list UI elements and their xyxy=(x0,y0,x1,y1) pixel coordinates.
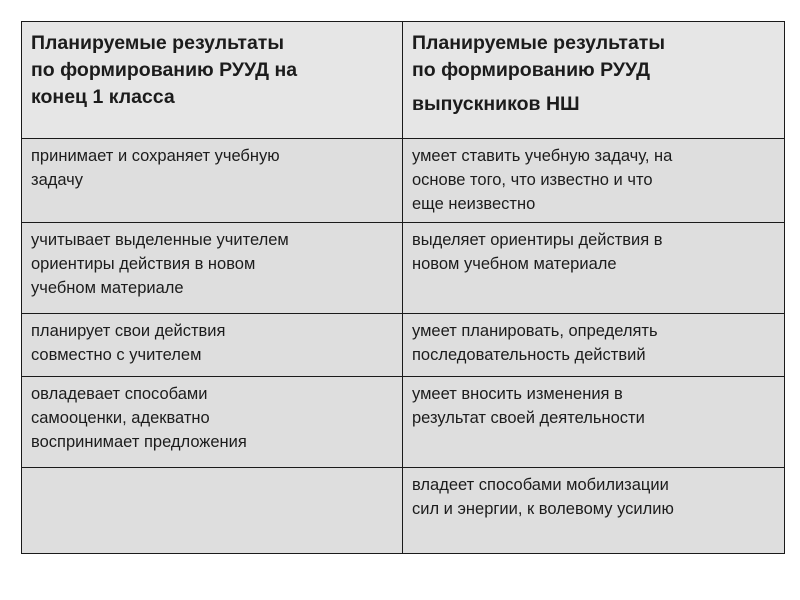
cell-text-line: умеет ставить учебную задачу, на xyxy=(412,147,673,165)
table-cell-graduates xyxy=(403,223,785,314)
cell-text-line: новом учебном материале xyxy=(412,255,617,273)
cell-text-line: планирует свои действия xyxy=(31,322,226,340)
cell-text-line: владеет способами мобилизации xyxy=(412,476,669,494)
table-row xyxy=(22,314,785,377)
cell-text-line: ориентиры действия в новом xyxy=(31,255,256,273)
cell-text-line: совместно с учителем xyxy=(31,346,202,364)
table-row xyxy=(22,223,785,314)
table-row xyxy=(22,468,785,554)
header-text-line: Планируемые результаты xyxy=(412,32,665,54)
header-cell-first-grade xyxy=(22,22,403,139)
table-cell-first-grade xyxy=(22,223,403,314)
header-text-line: по формированию РУУД на xyxy=(31,59,298,81)
header-text-line: по формированию РУУД xyxy=(412,59,651,81)
table-cell-graduates xyxy=(403,468,785,554)
table-cell-graduates xyxy=(403,139,785,223)
cell-text-line: задачу xyxy=(31,171,84,189)
header-text-line: конец 1 класса xyxy=(31,86,175,108)
cell-text-line: выделяет ориентиры действия в xyxy=(412,231,663,249)
cell-text-line: основе того, что известно и что xyxy=(412,171,653,189)
table-cell-first-grade xyxy=(22,377,403,468)
table-cell-graduates xyxy=(403,377,785,468)
cell-text-line: овладевает способами xyxy=(31,385,208,403)
table-cell-graduates xyxy=(403,314,785,377)
table-header-row xyxy=(22,22,785,139)
header-text-line: Планируемые результаты xyxy=(31,32,284,54)
table-row xyxy=(22,139,785,223)
cell-text-line: умеет вносить изменения в xyxy=(412,385,623,403)
cell-text-line: сил и энергии, к волевому усилию xyxy=(412,500,674,518)
cell-text-line: учитывает выделенные учителем xyxy=(31,231,289,249)
table-cell-first-grade xyxy=(22,139,403,223)
cell-text-line: принимает и сохраняет учебную xyxy=(31,147,280,165)
cell-text-line: результат своей деятельности xyxy=(412,409,645,427)
cell-text-line: учебном материале xyxy=(31,279,184,297)
cell-text-line: умеет планировать, определять xyxy=(412,322,658,340)
table-cell-first-grade xyxy=(22,314,403,377)
header-cell-graduates xyxy=(403,22,785,139)
table-cell-empty xyxy=(22,468,403,554)
header-text-line: выпускников НШ xyxy=(412,93,580,115)
results-table xyxy=(21,21,785,554)
cell-text-line: последовательность действий xyxy=(412,346,646,364)
cell-text-line: самооценки, адекватно xyxy=(31,409,210,427)
cell-text-line: еще неизвестно xyxy=(412,195,536,213)
cell-text-line: воспринимает предложения xyxy=(31,433,247,451)
table-row xyxy=(22,377,785,468)
